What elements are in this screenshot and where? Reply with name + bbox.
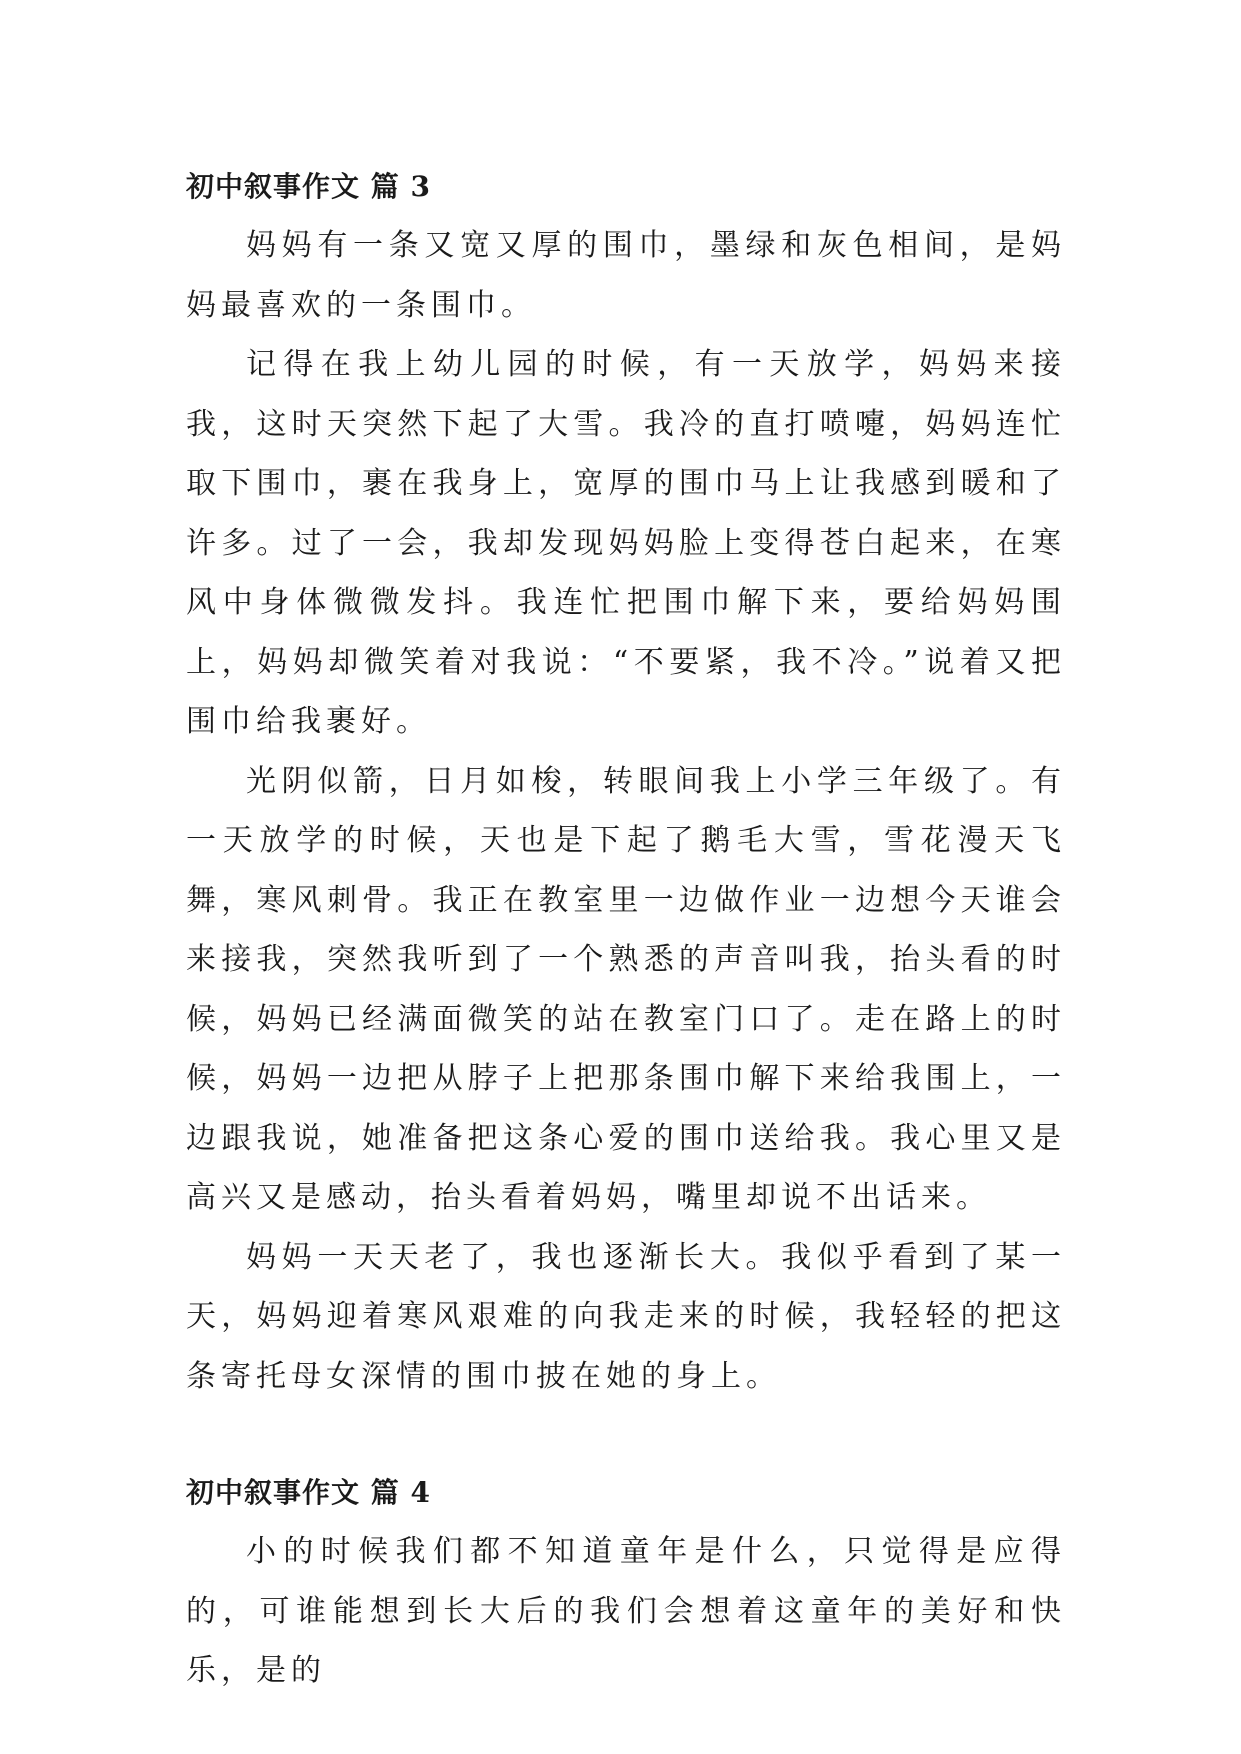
section-spacer: [186, 1406, 1066, 1464]
section-heading: 初中叙事作文 篇 3: [186, 170, 431, 203]
paragraph: 妈妈一天天老了，我也逐渐长大。我似乎看到了某一天，妈妈迎着寒风艰难的向我走来的时候，我轻轻的把这条寄托母女深情的围巾披在她的身上。: [186, 1239, 1066, 1394]
paragraph: 妈妈有一条又宽又厚的围巾，墨绿和灰色相间，是妈妈最喜欢的一条围巾。: [186, 228, 1066, 323]
document-page: [186, 158, 1066, 1701]
paragraph: 光阴似箭，日月如梭，转眼间我上小学三年级了。有一天放学的时候，天也是下起了鹅毛大雪，雪花漫天飞舞，寒风刺骨。我正在教室里一边做作业一边想今天谁会来接我，突然我听到了一个熟悉的声音叫我，抬头看的时候，妈妈已经满面微笑的站在教室门口了。走在路上的时候，妈妈一边把从脖子上把那条围巾解下来给我围上，一边跟我说，她准备把这条心爱的围巾送给我。我心里又是高兴又是感动，抬头看着妈妈，嘴里却说不出话来。: [186, 763, 1066, 1215]
paragraph: 记得在我上幼儿园的时候，有一天放学，妈妈来接我，这时天突然下起了大雪。我冷的直打喷嚏，妈妈连忙取下围巾，裹在我身上，宽厚的围巾马上让我感到暖和了许多。过了一会，我却发现妈妈脸上变得苍白起来，在寒风中身体微微发抖。我连忙把围巾解下来，要给妈妈围上，妈妈却微笑着对我说：“不要紧，我不冷。”说着又把围巾给我裹好。: [186, 347, 1066, 739]
paragraph: 小的时候我们都不知道童年是什么，只觉得是应得的，可谁能想到长大后的我们会想着这童年的美好和快乐，是的: [186, 1534, 1066, 1688]
section-heading: 初中叙事作文 篇 4: [186, 1476, 431, 1509]
